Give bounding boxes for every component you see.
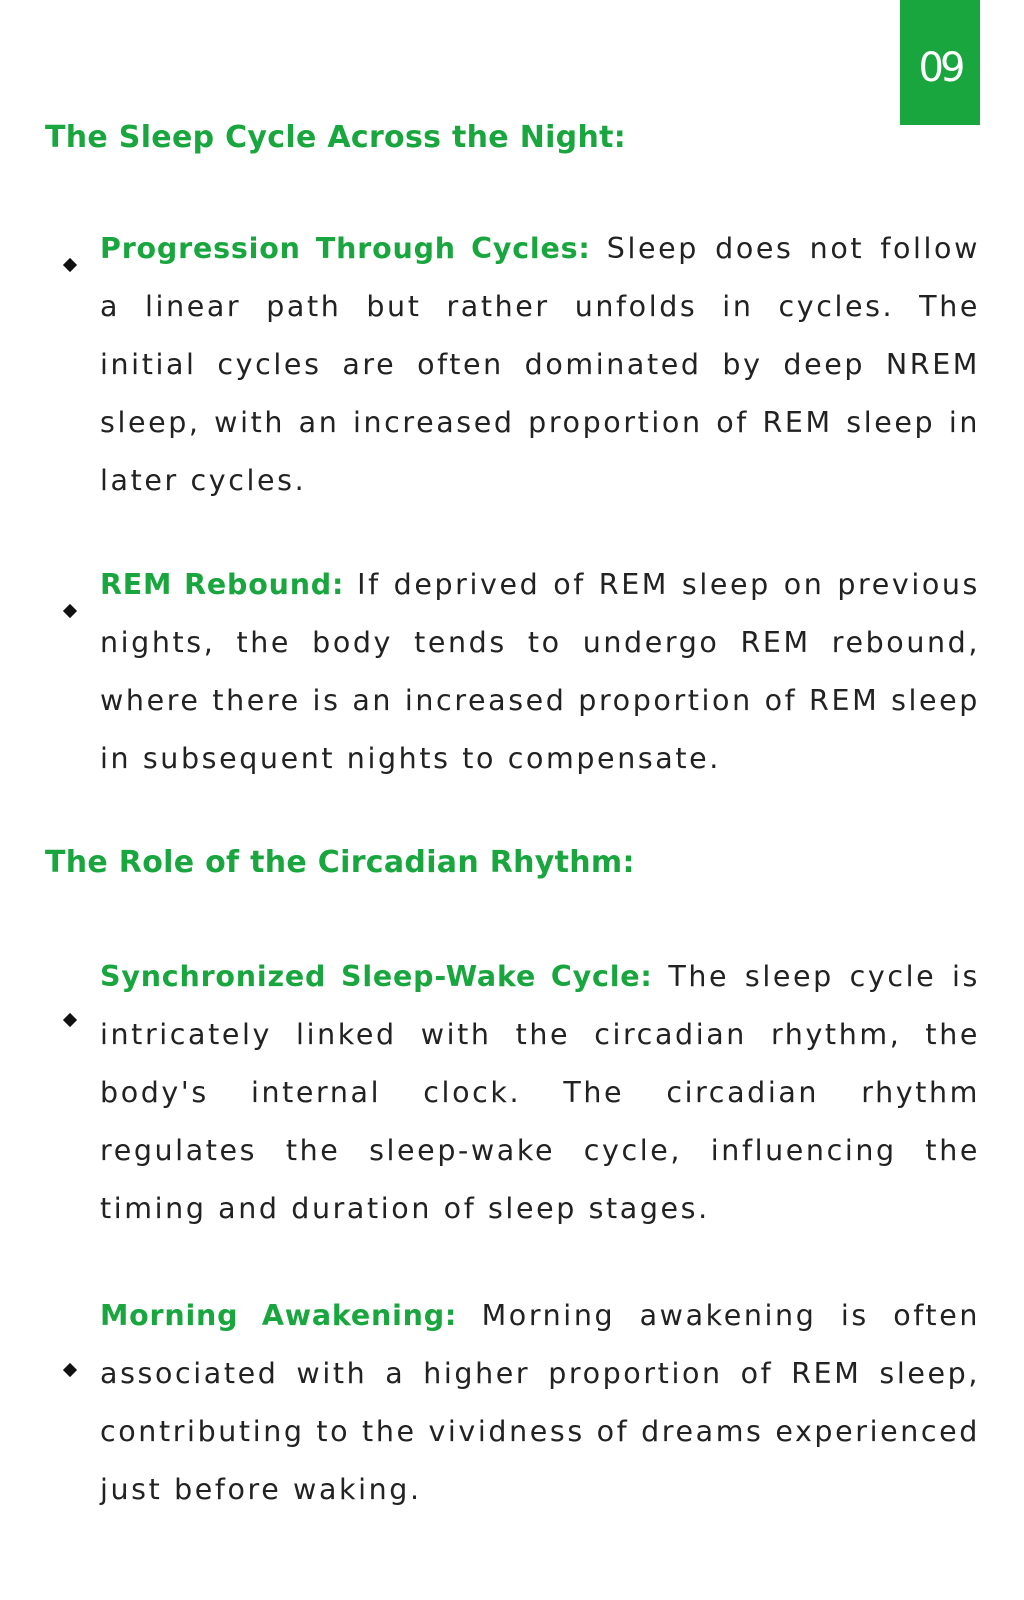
bullet-body: Morning awakening is often associated with a higher proportion of REM sleep, contributing to the vividness of dreams experienced just before waking. bbox=[100, 1299, 980, 1506]
bullet-paragraph bbox=[100, 220, 980, 510]
diamond-bullet-icon bbox=[63, 604, 77, 618]
diamond-bullet-icon bbox=[63, 1363, 77, 1377]
section-heading-sleep-cycle: The Sleep Cycle Across the Night: bbox=[45, 120, 627, 155]
page-number-badge bbox=[900, 0, 980, 125]
bullet-term: Progression Through Cycles: bbox=[100, 232, 591, 265]
bullet-progression-through-cycles bbox=[100, 220, 980, 510]
diamond-bullet-icon bbox=[63, 1013, 77, 1027]
bullet-paragraph bbox=[100, 948, 980, 1238]
section-heading-circadian-rhythm: The Role of the Circadian Rhythm: bbox=[45, 845, 635, 880]
bullet-body: The sleep cycle is intricately linked with the circadian rhythm, the body's internal clock. The circadian rhythm regulates the sleep-wake cycle, influencing the timing and duration of sleep stages. bbox=[100, 960, 980, 1225]
bullet-term: Synchronized Sleep-Wake Cycle: bbox=[100, 960, 653, 993]
bullet-synchronized-sleep-wake-cycle bbox=[100, 948, 980, 1238]
bullet-term: REM Rebound: bbox=[100, 568, 345, 601]
bullet-morning-awakening bbox=[100, 1287, 980, 1519]
bullet-body: If deprived of REM sleep on previous nights, the body tends to undergo REM rebound, where there is an increased proportion of REM sleep in subsequent nights to compensate. bbox=[100, 568, 980, 775]
page-number: 09 bbox=[918, 44, 962, 91]
diamond-bullet-icon bbox=[63, 258, 77, 272]
bullet-rem-rebound bbox=[100, 556, 980, 788]
bullet-paragraph bbox=[100, 556, 980, 788]
bullet-paragraph bbox=[100, 1287, 980, 1519]
bullet-term: Morning Awakening: bbox=[100, 1299, 458, 1332]
bullet-body: Sleep does not follow a linear path but rather unfolds in cycles. The initial cycles are often dominated by deep NREM sleep, with an increased proportion of REM sleep in later cycles. bbox=[100, 232, 980, 497]
